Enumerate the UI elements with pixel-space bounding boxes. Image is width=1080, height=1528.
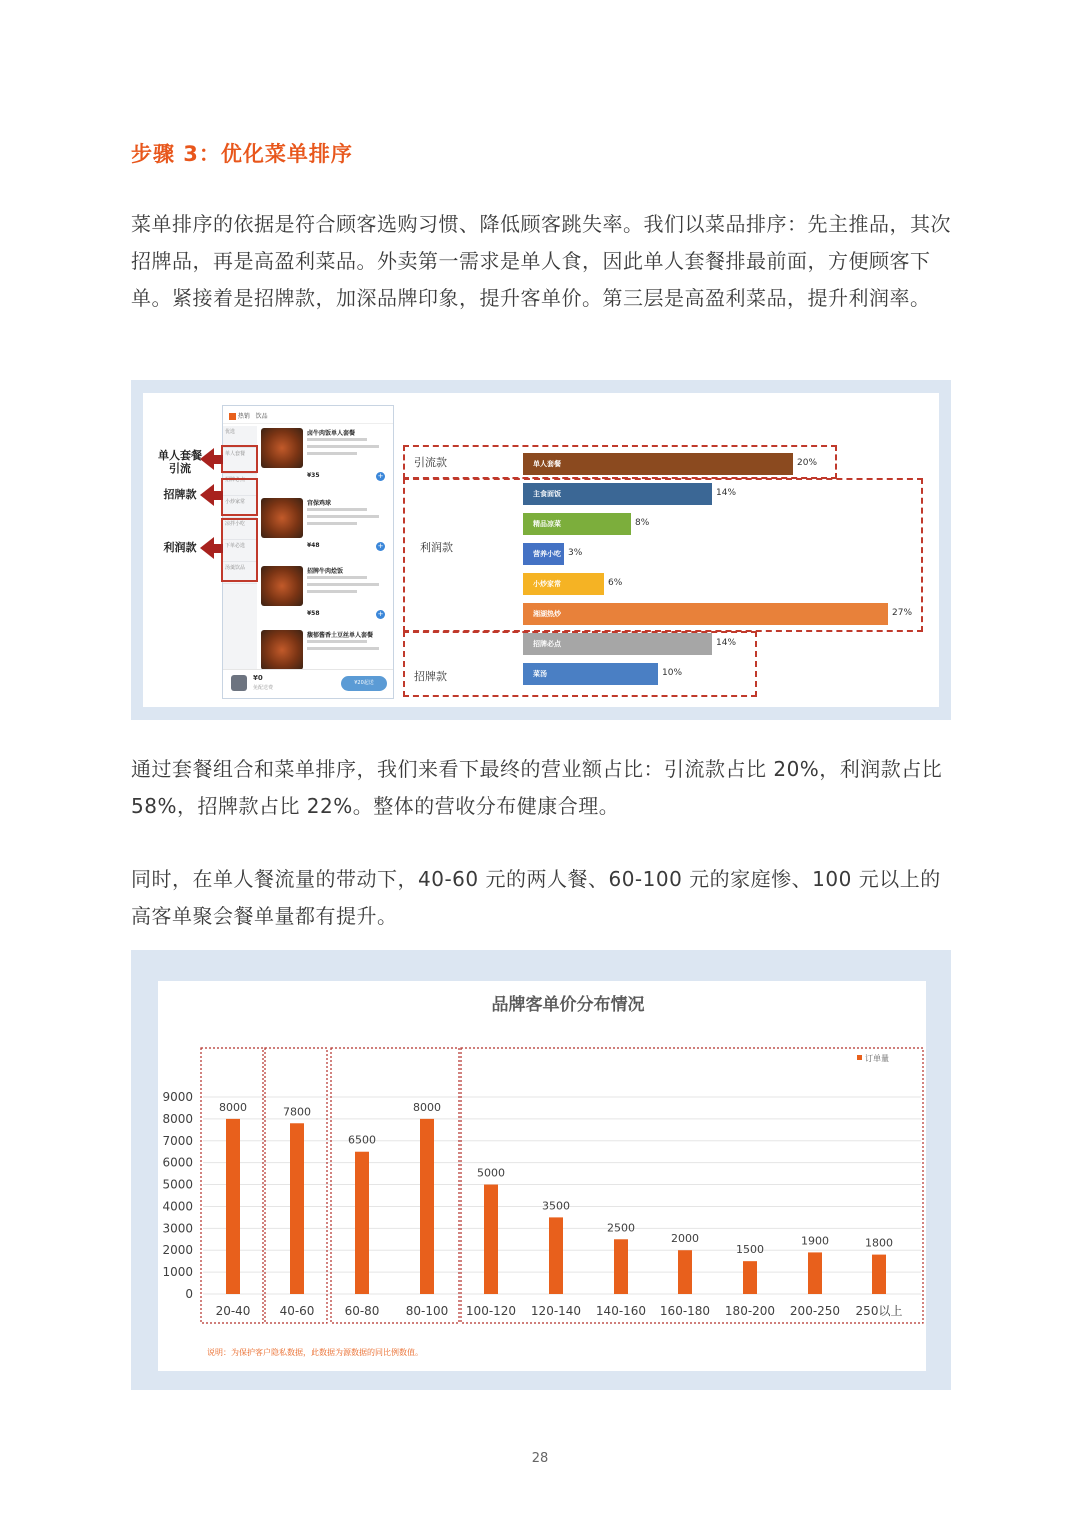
phone-dish-item[interactable]: [259, 564, 391, 626]
add-dish-icon[interactable]: +: [377, 472, 384, 480]
y-tick-label: 6000: [162, 1155, 193, 1170]
x-tick-label: 180-200: [724, 1304, 776, 1318]
bar-value-label: 1800: [865, 1236, 893, 1250]
x-tick-label: 140-160: [595, 1304, 647, 1318]
y-tick-label: 2000: [162, 1243, 193, 1258]
phone-side-item[interactable]: 下单必选: [223, 540, 257, 562]
dish-name: 招牌牛肉烩饭: [307, 568, 344, 575]
dish-price: ¥35: [307, 472, 320, 479]
legend-label: 订单量: [865, 1054, 889, 1063]
phone-side-item[interactable]: 招牌必点: [223, 474, 257, 496]
x-tick-label: 80-100: [405, 1304, 449, 1318]
arrow-left-icon: [200, 537, 214, 559]
phone-tab-drink[interactable]: 饮品: [255, 413, 268, 420]
y-tick-label: 1000: [162, 1265, 193, 1280]
dish-photo: [261, 498, 303, 538]
menu-share-bar-label: 湘湖热炒: [533, 610, 561, 618]
menu-share-bar-value: 14%: [716, 638, 737, 648]
paragraph-revenue-share: 通过套餐组合和菜单排序，我们来看下最终的营业额占比：引流款占比 20%，利润款占比 58%，招牌款占比 22%。整体的营收分布健康合理。: [131, 757, 943, 818]
paragraph-order-growth: 同时，在单人餐流量的带动下，40-60 元的两人餐、60-100 元的家庭惨、100 元以上的高客单聚会餐单量都有提升。: [131, 867, 941, 928]
menu-share-bar: [523, 573, 604, 595]
arrow-shaft: [213, 491, 223, 500]
price-bar: [872, 1255, 886, 1294]
bar-value-label: 5000: [477, 1166, 505, 1180]
chart-title: 品牌客单价分布情况: [491, 995, 645, 1015]
price-bar: [614, 1239, 628, 1294]
y-tick-label: 0: [185, 1287, 193, 1301]
highlight-box-profit: [221, 518, 258, 582]
menu-share-bar-label: 主食面饭: [533, 490, 561, 498]
menu-share-bar: [523, 603, 888, 625]
x-tick-label: 200-250: [789, 1304, 841, 1318]
phone-tab-hot[interactable]: 热销: [237, 413, 250, 420]
legend-swatch: [857, 1055, 862, 1060]
phone-side-item[interactable]: 凉拌小吃: [223, 518, 257, 540]
page-number: 28: [531, 1451, 549, 1466]
group-label-profit: 利润款: [420, 541, 453, 554]
group-label-signature: 招牌款: [414, 670, 447, 683]
menu-share-bar-label: 小炒家常: [533, 580, 561, 588]
arrow-shaft: [213, 455, 223, 464]
price-bar: [420, 1119, 434, 1294]
price-bar: [549, 1217, 563, 1294]
y-tick-label: 9000: [162, 1090, 193, 1104]
y-tick-label: 8000: [162, 1111, 193, 1126]
arrow-shaft: [213, 544, 223, 553]
menu-share-bar-value: 8%: [635, 518, 650, 528]
dish-name: 卤牛肉饭单人套餐: [307, 430, 356, 437]
phone-dish-item[interactable]: [259, 426, 391, 488]
menu-share-bar: [523, 633, 712, 655]
bar-value-label: 8000: [219, 1100, 247, 1114]
shop-logo-icon: [229, 413, 236, 420]
cart-subtext: 免配送费: [253, 685, 274, 691]
dish-name: 馥郁酱香土豆丝单人套餐: [307, 632, 374, 639]
bar-value-label: 1500: [736, 1243, 764, 1257]
group-label-traffic: 引流款: [414, 456, 447, 469]
menu-share-bar-value: 14%: [716, 488, 737, 498]
dish-name: 宫保鸡球: [307, 500, 332, 507]
bar-value-label: 7800: [283, 1105, 311, 1119]
bar-value-label: 8000: [413, 1100, 441, 1114]
arrow-label-signature: 招牌款: [163, 488, 197, 501]
x-tick-label: 250以上: [855, 1304, 903, 1318]
bar-value-label: 3500: [542, 1199, 570, 1213]
paragraph-menu-ordering: 菜单排序的依据是符合顾客选购习惯、降低顾客跳失率。我们以菜品排序：先主推品，其次招牌品，再是高盈利菜品。外卖第一需求是单人食，因此单人套餐排最前面，方便顾客下单。紧接着是招牌款，加深品牌印象，提升客单价。第三层是高盈利菜品，提升利润率。: [131, 212, 951, 310]
price-distribution-chart: [131, 950, 951, 1390]
menu-share-bar: [523, 543, 564, 565]
menu-share-bar: [523, 513, 631, 535]
bar-value-label: 1900: [801, 1234, 829, 1248]
checkout-button[interactable]: ¥20起送: [341, 676, 387, 691]
y-tick-label: 7000: [162, 1133, 193, 1148]
arrow-label-single-set: 单人套餐 引流: [158, 449, 202, 475]
menu-share-bar: [523, 453, 793, 475]
price-bar: [484, 1185, 498, 1294]
menu-share-bar: [523, 483, 712, 505]
menu-share-bar-label: 菜汤: [533, 670, 547, 678]
menu-share-bar-label: 单人套餐: [533, 460, 561, 468]
price-bar: [743, 1261, 757, 1294]
price-bar: [290, 1123, 304, 1294]
cart-icon[interactable]: [231, 675, 247, 691]
phone-side-item[interactable]: 小炒家常: [223, 496, 257, 518]
price-bar: [226, 1119, 240, 1294]
cart-price: ¥0: [253, 674, 263, 682]
phone-side-item[interactable]: 优选: [223, 426, 257, 448]
menu-share-bar-value: 3%: [568, 548, 583, 558]
highlight-box-signature: [221, 478, 258, 516]
x-tick-label: 20-40: [215, 1304, 251, 1318]
add-dish-icon[interactable]: +: [377, 610, 384, 618]
menu-share-bar-label: 招牌必点: [533, 640, 561, 648]
phone-cart-bar: [223, 669, 393, 698]
phone-side-item[interactable]: 汤羹饮品: [223, 562, 257, 584]
y-tick-label: 4000: [162, 1199, 193, 1214]
arrow-label-profit: 利润款: [163, 541, 197, 554]
menu-share-bar-label: 精品凉菜: [533, 520, 561, 528]
dish-price: ¥48: [307, 542, 320, 549]
dish-price: ¥58: [307, 610, 320, 617]
menu-share-bar-value: 27%: [892, 608, 913, 618]
menu-share-bar-value: 20%: [797, 458, 818, 468]
x-tick-label: 160-180: [659, 1304, 711, 1318]
dish-photo: [261, 428, 303, 468]
menu-share-bar-value: 10%: [662, 668, 683, 678]
phone-dish-item[interactable]: [259, 496, 391, 558]
arrow-left-icon: [200, 484, 214, 506]
add-dish-icon[interactable]: +: [377, 542, 384, 550]
bar-value-label: 2500: [607, 1221, 635, 1235]
price-bar: [678, 1250, 692, 1294]
x-tick-label: 100-120: [465, 1304, 517, 1318]
bar-value-label: 2000: [671, 1232, 699, 1246]
x-tick-label: 120-140: [530, 1304, 582, 1318]
price-bar: [355, 1152, 369, 1294]
phone-side-item[interactable]: 单人套餐: [223, 448, 257, 474]
x-tick-label: 40-60: [279, 1304, 315, 1318]
y-tick-label: 5000: [162, 1177, 193, 1192]
section-heading: 步骤 3：优化菜单排序: [131, 142, 353, 166]
price-group-box: [331, 1048, 459, 1323]
menu-share-bar: [523, 663, 658, 685]
x-tick-label: 60-80: [344, 1304, 380, 1318]
dish-photo: [261, 630, 303, 670]
dish-photo: [261, 566, 303, 606]
highlight-box-single-set: [221, 445, 258, 473]
arrow-left-icon: [200, 448, 214, 470]
bar-value-label: 6500: [348, 1133, 376, 1147]
menu-share-bar-label: 营养小吃: [533, 550, 561, 558]
price-bar: [808, 1252, 822, 1294]
y-tick-label: 3000: [162, 1221, 193, 1236]
menu-share-bar-value: 6%: [608, 578, 623, 588]
chart-note: 说明：为保护客户隐私数据，此数据为源数据的同比例数值。: [207, 1348, 423, 1357]
